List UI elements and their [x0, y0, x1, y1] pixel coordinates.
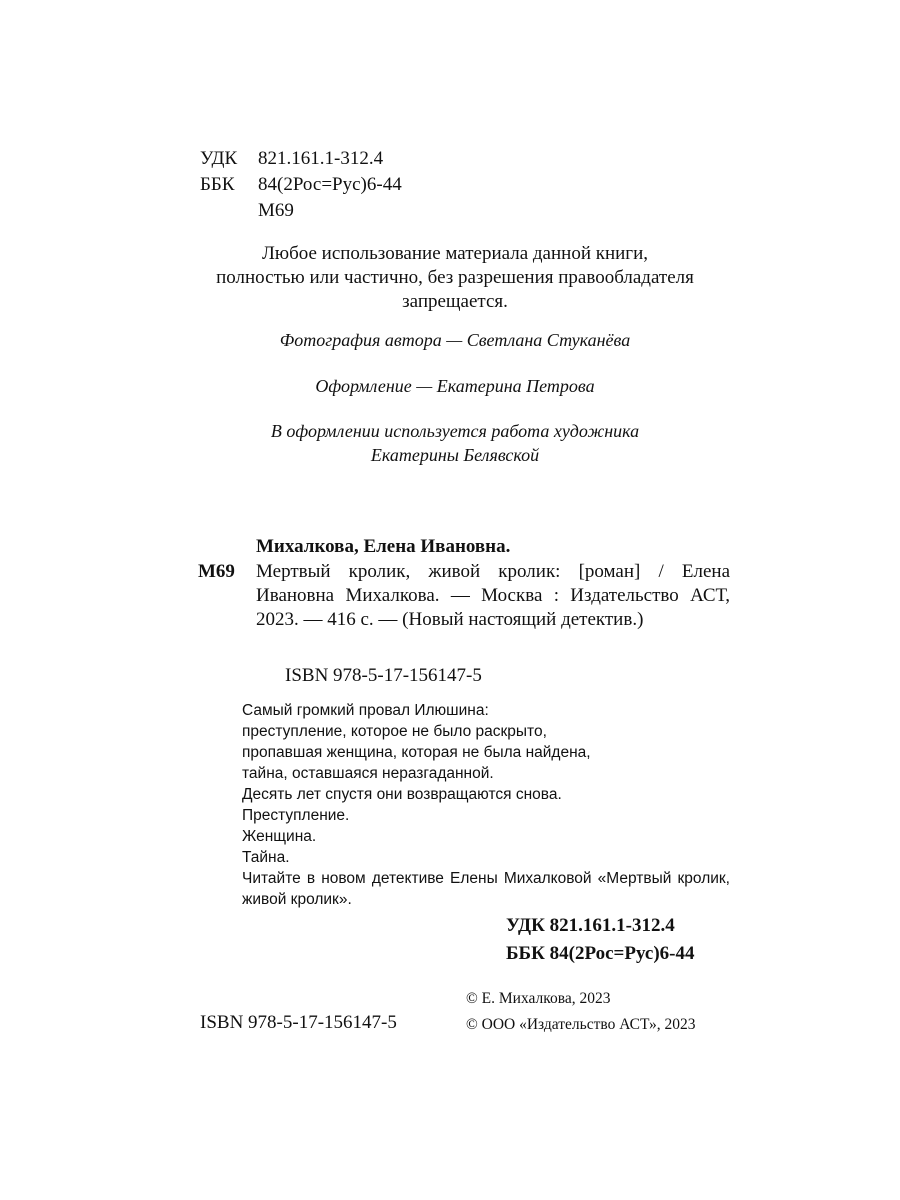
- notice-line: полностью или частично, без разрешения правообладателя: [216, 267, 694, 288]
- design-credit: Оформление — Екатерина Петрова: [315, 376, 595, 396]
- annotation: [242, 700, 730, 910]
- author-mark-row: [200, 198, 402, 224]
- artwork-credit-line: В оформлении используется работа художника: [270, 421, 640, 441]
- udk-label: УДК: [200, 148, 238, 169]
- annotation-line: Женщина.: [242, 828, 317, 845]
- bbk-row: [200, 172, 402, 198]
- bibliographic-entry: [198, 534, 730, 632]
- annotation-line: Самый громкий провал Илюшина:: [242, 702, 489, 719]
- annotation-line: пропавшая женщина, которая не была найдена,: [242, 744, 591, 761]
- photo-credit: Фотография автора — Светлана Стуканёва: [279, 330, 631, 350]
- bottom-udk: УДК 821.161.1-312.4: [506, 915, 675, 936]
- classification-codes: [200, 146, 402, 224]
- entry-code: М69: [198, 561, 235, 582]
- copyright-block: [466, 986, 696, 1038]
- annotation-line: Десять лет спустя они возвращаются снова.: [242, 786, 562, 803]
- artwork-credit-line: Екатерины Белявской: [370, 445, 540, 465]
- bottom-bbk: ББК 84(2Рос=Рус)6-44: [506, 943, 695, 964]
- copyright-notice: [150, 242, 760, 314]
- bottom-classification: [506, 912, 694, 968]
- udk-value: 821.161.1-312.4: [258, 148, 384, 169]
- annotation-line: Преступление.: [242, 807, 350, 824]
- annotation-line: Тайна.: [242, 849, 290, 866]
- bbk-value: 84(2Рос=Рус)6-44: [258, 174, 402, 195]
- annotation-line: тайна, оставшаяся неразгаданной.: [242, 765, 494, 782]
- annotation-closing: Читайте в новом детективе Елены Михалковой «Мертвый кролик, живой кролик».: [242, 870, 730, 908]
- author-mark: М69: [258, 200, 294, 221]
- annotation-line: преступление, которое не было раскрыто,: [242, 723, 547, 740]
- author-heading: Михалкова, Елена Ивановна.: [256, 536, 511, 557]
- notice-line: запрещается.: [402, 291, 508, 312]
- udk-row: [200, 146, 402, 172]
- isbn-bottom: ISBN 978-5-17-156147-5: [200, 1012, 397, 1033]
- isbn-entry: ISBN 978-5-17-156147-5: [285, 665, 482, 686]
- copyright-line: © ООО «Издательство АСТ», 2023: [466, 1016, 696, 1033]
- bbk-label: ББК: [200, 174, 235, 195]
- bibliographic-description: Мертвый кролик, живой кролик: [роман] / Елена Ивановна Михалкова. — Москва : Издательство АСТ, 2023. — 416 с. — (Новый настоящий детектив.): [256, 561, 730, 630]
- artwork-credit: [150, 419, 760, 467]
- notice-line: Любое использование материала данной книги,: [261, 243, 649, 264]
- copyright-line: © Е. Михалкова, 2023: [466, 990, 611, 1007]
